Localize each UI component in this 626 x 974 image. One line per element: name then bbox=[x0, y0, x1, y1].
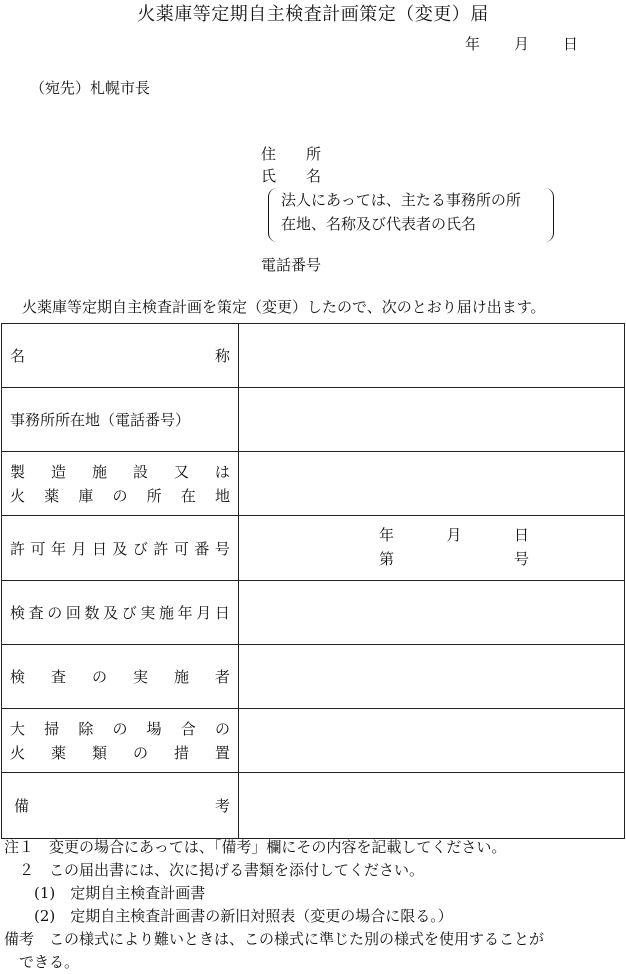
label-facility-line1: 製 造 施 設 又 は bbox=[10, 462, 230, 481]
label-name-text: 名 称 bbox=[10, 347, 230, 365]
note-2-1: (1) 定期自主検査計画書 bbox=[4, 884, 206, 902]
addressee: （宛先）札幌市長 bbox=[30, 79, 151, 97]
intro-statement: 火薬庫等定期自主検査計画を策定（変更）したので、次のとおり届け出ます。 bbox=[22, 298, 546, 316]
label-cleaning-line2: 火 薬 類 の 措 置 bbox=[10, 743, 230, 762]
label-facility bbox=[2, 452, 239, 516]
row-inspector bbox=[2, 645, 625, 709]
field-facility[interactable] bbox=[239, 452, 625, 516]
remarks-note-line2: できる。 bbox=[4, 953, 80, 971]
row-inspection-count bbox=[2, 581, 625, 645]
document-title: 火薬庫等定期自主検査計画策定（変更）届 bbox=[137, 4, 489, 25]
label-cleaning-line1: 大 掃 除 の 場 合 の bbox=[10, 719, 230, 738]
label-remarks bbox=[2, 773, 239, 839]
permit-date-line: 年 月 日 bbox=[379, 526, 529, 544]
field-name[interactable] bbox=[239, 324, 625, 388]
label-inspection-count bbox=[2, 581, 239, 645]
label-permit bbox=[2, 516, 239, 581]
row-name bbox=[2, 324, 625, 388]
address-label: 住 所 bbox=[261, 145, 322, 163]
label-permit-text: 許 可 年 月 日 及 び 許 可 番 号 bbox=[10, 539, 230, 558]
phone-label: 電話番号 bbox=[261, 256, 322, 274]
label-cleaning bbox=[2, 709, 239, 773]
note-2-2: (2) 定期自主検査計画書の新旧対照表（変更の場合に限る。） bbox=[4, 907, 453, 925]
field-permit[interactable] bbox=[239, 516, 625, 581]
notes-block bbox=[4, 836, 544, 974]
row-office bbox=[2, 388, 625, 452]
label-name bbox=[2, 324, 239, 388]
corporate-note-line1: 法人にあっては、主たる事務所の所 bbox=[281, 191, 521, 209]
label-inspector-text: 検 査 の 実 施 者 bbox=[10, 668, 230, 686]
date-month: 月 bbox=[514, 35, 530, 53]
name-label: 氏 名 bbox=[261, 167, 322, 185]
date-day: 日 bbox=[563, 35, 579, 53]
corporate-note-bracket bbox=[268, 188, 554, 242]
row-facility bbox=[2, 452, 625, 516]
row-permit bbox=[2, 516, 625, 581]
field-cleaning[interactable] bbox=[239, 709, 625, 773]
label-office: 事務所所在地（電話番号） bbox=[2, 388, 239, 452]
date-line bbox=[465, 33, 578, 54]
row-remarks bbox=[2, 773, 625, 839]
label-inspector bbox=[2, 645, 239, 709]
date-year: 年 bbox=[465, 35, 481, 53]
row-cleaning bbox=[2, 709, 625, 773]
label-facility-line2: 火 薬 庫 の 所 在 地 bbox=[10, 486, 230, 505]
note-2: ２ この届出書には、次に掲げる書類を添付してください。 bbox=[4, 861, 425, 879]
applicant-block bbox=[261, 143, 321, 187]
field-inspection-count[interactable] bbox=[239, 581, 625, 645]
note-1: 注１ 変更の場合にあっては、「備考」欄にその内容を記載してください。 bbox=[4, 838, 507, 856]
field-office[interactable] bbox=[239, 388, 625, 452]
form-table bbox=[1, 323, 625, 839]
label-remarks-text: 備 考 bbox=[14, 797, 230, 815]
corporate-note-line2: 在地、名称及び代表者の氏名 bbox=[281, 215, 477, 233]
remarks-note-line1: 備考 この様式により難いときは、この様式に準じた別の様式を使用することが bbox=[4, 930, 545, 948]
label-inspection-count-text: 検 査 の 回 数 及 び 実 施 年 月 日 bbox=[10, 604, 230, 622]
permit-number-line: 第 号 bbox=[379, 550, 529, 568]
field-inspector[interactable] bbox=[239, 645, 625, 709]
field-remarks[interactable] bbox=[239, 773, 625, 839]
